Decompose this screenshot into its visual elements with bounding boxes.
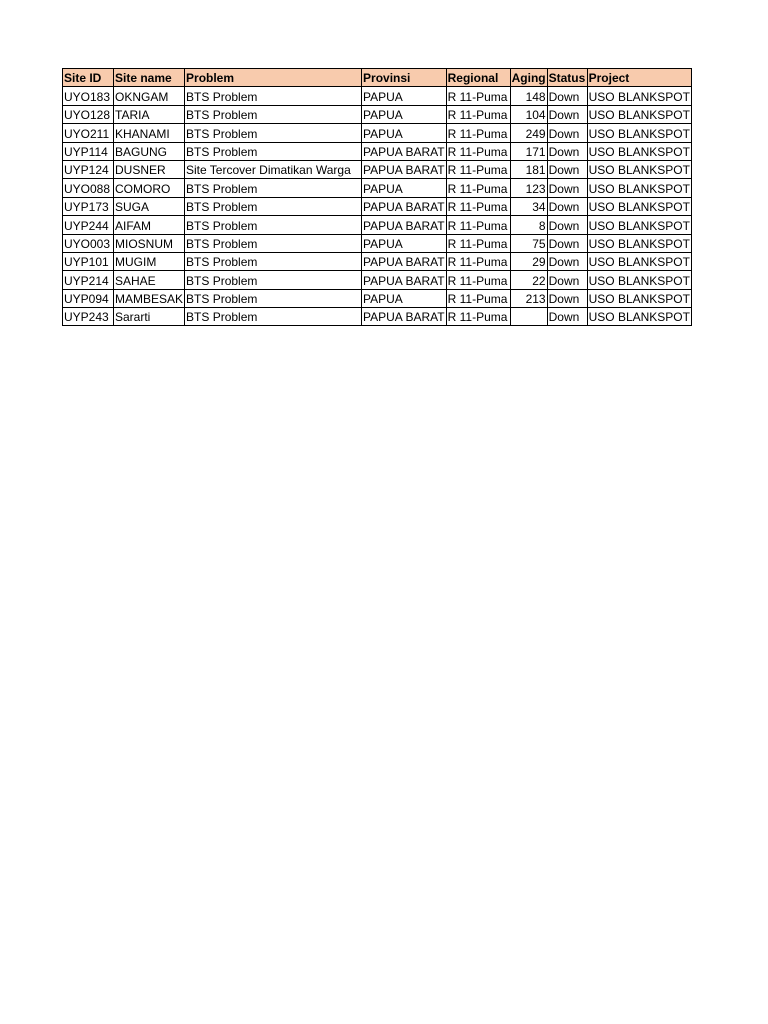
status-cell: Down [547,308,587,326]
header-site-id: Site ID [63,69,114,87]
site-name-cell: OKNGAM [114,87,185,105]
aging-cell: 123 [510,179,547,197]
site-id-cell: UYP094 [63,289,114,307]
status-cell: Down [547,179,587,197]
site-id-cell: UYP173 [63,197,114,215]
site-name-cell: COMORO [114,179,185,197]
aging-cell: 75 [510,234,547,252]
site-name-cell: AIFAM [114,216,185,234]
status-cell: Down [547,142,587,160]
aging-cell: 181 [510,160,547,178]
status-cell: Down [547,252,587,270]
project-cell: USO BLANKSPOT [587,87,691,105]
header-status: Status [547,69,587,87]
header-aging: Aging [510,69,547,87]
status-cell: Down [547,124,587,142]
regional-cell: R 11-Puma [446,289,510,307]
problem-cell: BTS Problem [185,216,362,234]
table-row [63,271,692,289]
status-cell: Down [547,271,587,289]
table-row [63,289,692,307]
table-row [63,160,692,178]
project-cell: USO BLANKSPOT [587,271,691,289]
site-name-cell: MIOSNUM [114,234,185,252]
project-cell: USO BLANKSPOT [587,308,691,326]
regional-cell: R 11-Puma [446,271,510,289]
site-id-cell: UYO088 [63,179,114,197]
header-site-name: Site name [114,69,185,87]
table-row [63,179,692,197]
table-row [63,124,692,142]
aging-cell: 29 [510,252,547,270]
provinsi-cell: PAPUA [362,179,447,197]
site-name-cell: DUSNER [114,160,185,178]
aging-cell: 22 [510,271,547,289]
project-cell: USO BLANKSPOT [587,142,691,160]
site-id-cell: UYP114 [63,142,114,160]
problem-cell: BTS Problem [185,105,362,123]
problem-cell: BTS Problem [185,289,362,307]
project-cell: USO BLANKSPOT [587,289,691,307]
provinsi-cell: PAPUA BARAT [362,142,447,160]
site-name-cell: MAMBESAK [114,289,185,307]
project-cell: USO BLANKSPOT [587,234,691,252]
regional-cell: R 11-Puma [446,216,510,234]
aging-cell: 8 [510,216,547,234]
provinsi-cell: PAPUA BARAT [362,271,447,289]
provinsi-cell: PAPUA BARAT [362,308,447,326]
aging-cell: 34 [510,197,547,215]
regional-cell: R 11-Puma [446,142,510,160]
table-row [63,234,692,252]
provinsi-cell: PAPUA [362,105,447,123]
site-name-cell: SUGA [114,197,185,215]
site-id-cell: UYP243 [63,308,114,326]
regional-cell: R 11-Puma [446,179,510,197]
table-row [63,252,692,270]
site-id-cell: UYP244 [63,216,114,234]
table-row [63,308,692,326]
status-cell: Down [547,160,587,178]
status-cell: Down [547,289,587,307]
site-name-cell: BAGUNG [114,142,185,160]
aging-cell: 249 [510,124,547,142]
site-name-cell: MUGIM [114,252,185,270]
site-id-cell: UYO211 [63,124,114,142]
problem-cell: BTS Problem [185,252,362,270]
problem-cell: BTS Problem [185,308,362,326]
site-id-cell: UYP214 [63,271,114,289]
aging-cell: 171 [510,142,547,160]
regional-cell: R 11-Puma [446,105,510,123]
project-cell: USO BLANKSPOT [587,179,691,197]
regional-cell: R 11-Puma [446,252,510,270]
project-cell: USO BLANKSPOT [587,105,691,123]
regional-cell: R 11-Puma [446,87,510,105]
table-body [63,87,692,326]
site-name-cell: SAHAE [114,271,185,289]
site-id-cell: UYP101 [63,252,114,270]
project-cell: USO BLANKSPOT [587,216,691,234]
provinsi-cell: PAPUA [362,87,447,105]
provinsi-cell: PAPUA BARAT [362,160,447,178]
status-cell: Down [547,234,587,252]
aging-cell [510,308,547,326]
table-row [63,105,692,123]
problem-cell: BTS Problem [185,142,362,160]
regional-cell: R 11-Puma [446,234,510,252]
project-cell: USO BLANKSPOT [587,252,691,270]
problem-cell: BTS Problem [185,87,362,105]
problem-cell: BTS Problem [185,124,362,142]
regional-cell: R 11-Puma [446,197,510,215]
provinsi-cell: PAPUA BARAT [362,252,447,270]
problem-cell: BTS Problem [185,197,362,215]
problem-cell: BTS Problem [185,179,362,197]
problem-cell: Site Tercover Dimatikan Warga [185,160,362,178]
provinsi-cell: PAPUA [362,234,447,252]
provinsi-cell: PAPUA BARAT [362,197,447,215]
status-cell: Down [547,87,587,105]
site-id-cell: UYO128 [63,105,114,123]
provinsi-cell: PAPUA BARAT [362,216,447,234]
header-problem: Problem [185,69,362,87]
status-cell: Down [547,197,587,215]
header-provinsi: Provinsi [362,69,447,87]
site-id-cell: UYO003 [63,234,114,252]
problem-cell: BTS Problem [185,234,362,252]
aging-cell: 104 [510,105,547,123]
regional-cell: R 11-Puma [446,160,510,178]
regional-cell: R 11-Puma [446,124,510,142]
header-regional: Regional [446,69,510,87]
provinsi-cell: PAPUA [362,289,447,307]
project-cell: USO BLANKSPOT [587,160,691,178]
aging-cell: 148 [510,87,547,105]
header-project: Project [587,69,691,87]
problem-cell: BTS Problem [185,271,362,289]
site-name-cell: TARIA [114,105,185,123]
status-cell: Down [547,105,587,123]
table-header [63,69,692,87]
site-name-cell: Sararti [114,308,185,326]
site-id-cell: UYP124 [63,160,114,178]
project-cell: USO BLANKSPOT [587,124,691,142]
table-row [63,142,692,160]
status-cell: Down [547,216,587,234]
project-cell: USO BLANKSPOT [587,197,691,215]
site-id-cell: UYO183 [63,87,114,105]
table-row [63,216,692,234]
regional-cell: R 11-Puma [446,308,510,326]
table-row [63,87,692,105]
provinsi-cell: PAPUA [362,124,447,142]
aging-cell: 213 [510,289,547,307]
table-row [63,197,692,215]
site-name-cell: KHANAMI [114,124,185,142]
header-row [63,69,692,87]
site-status-table [62,68,692,326]
